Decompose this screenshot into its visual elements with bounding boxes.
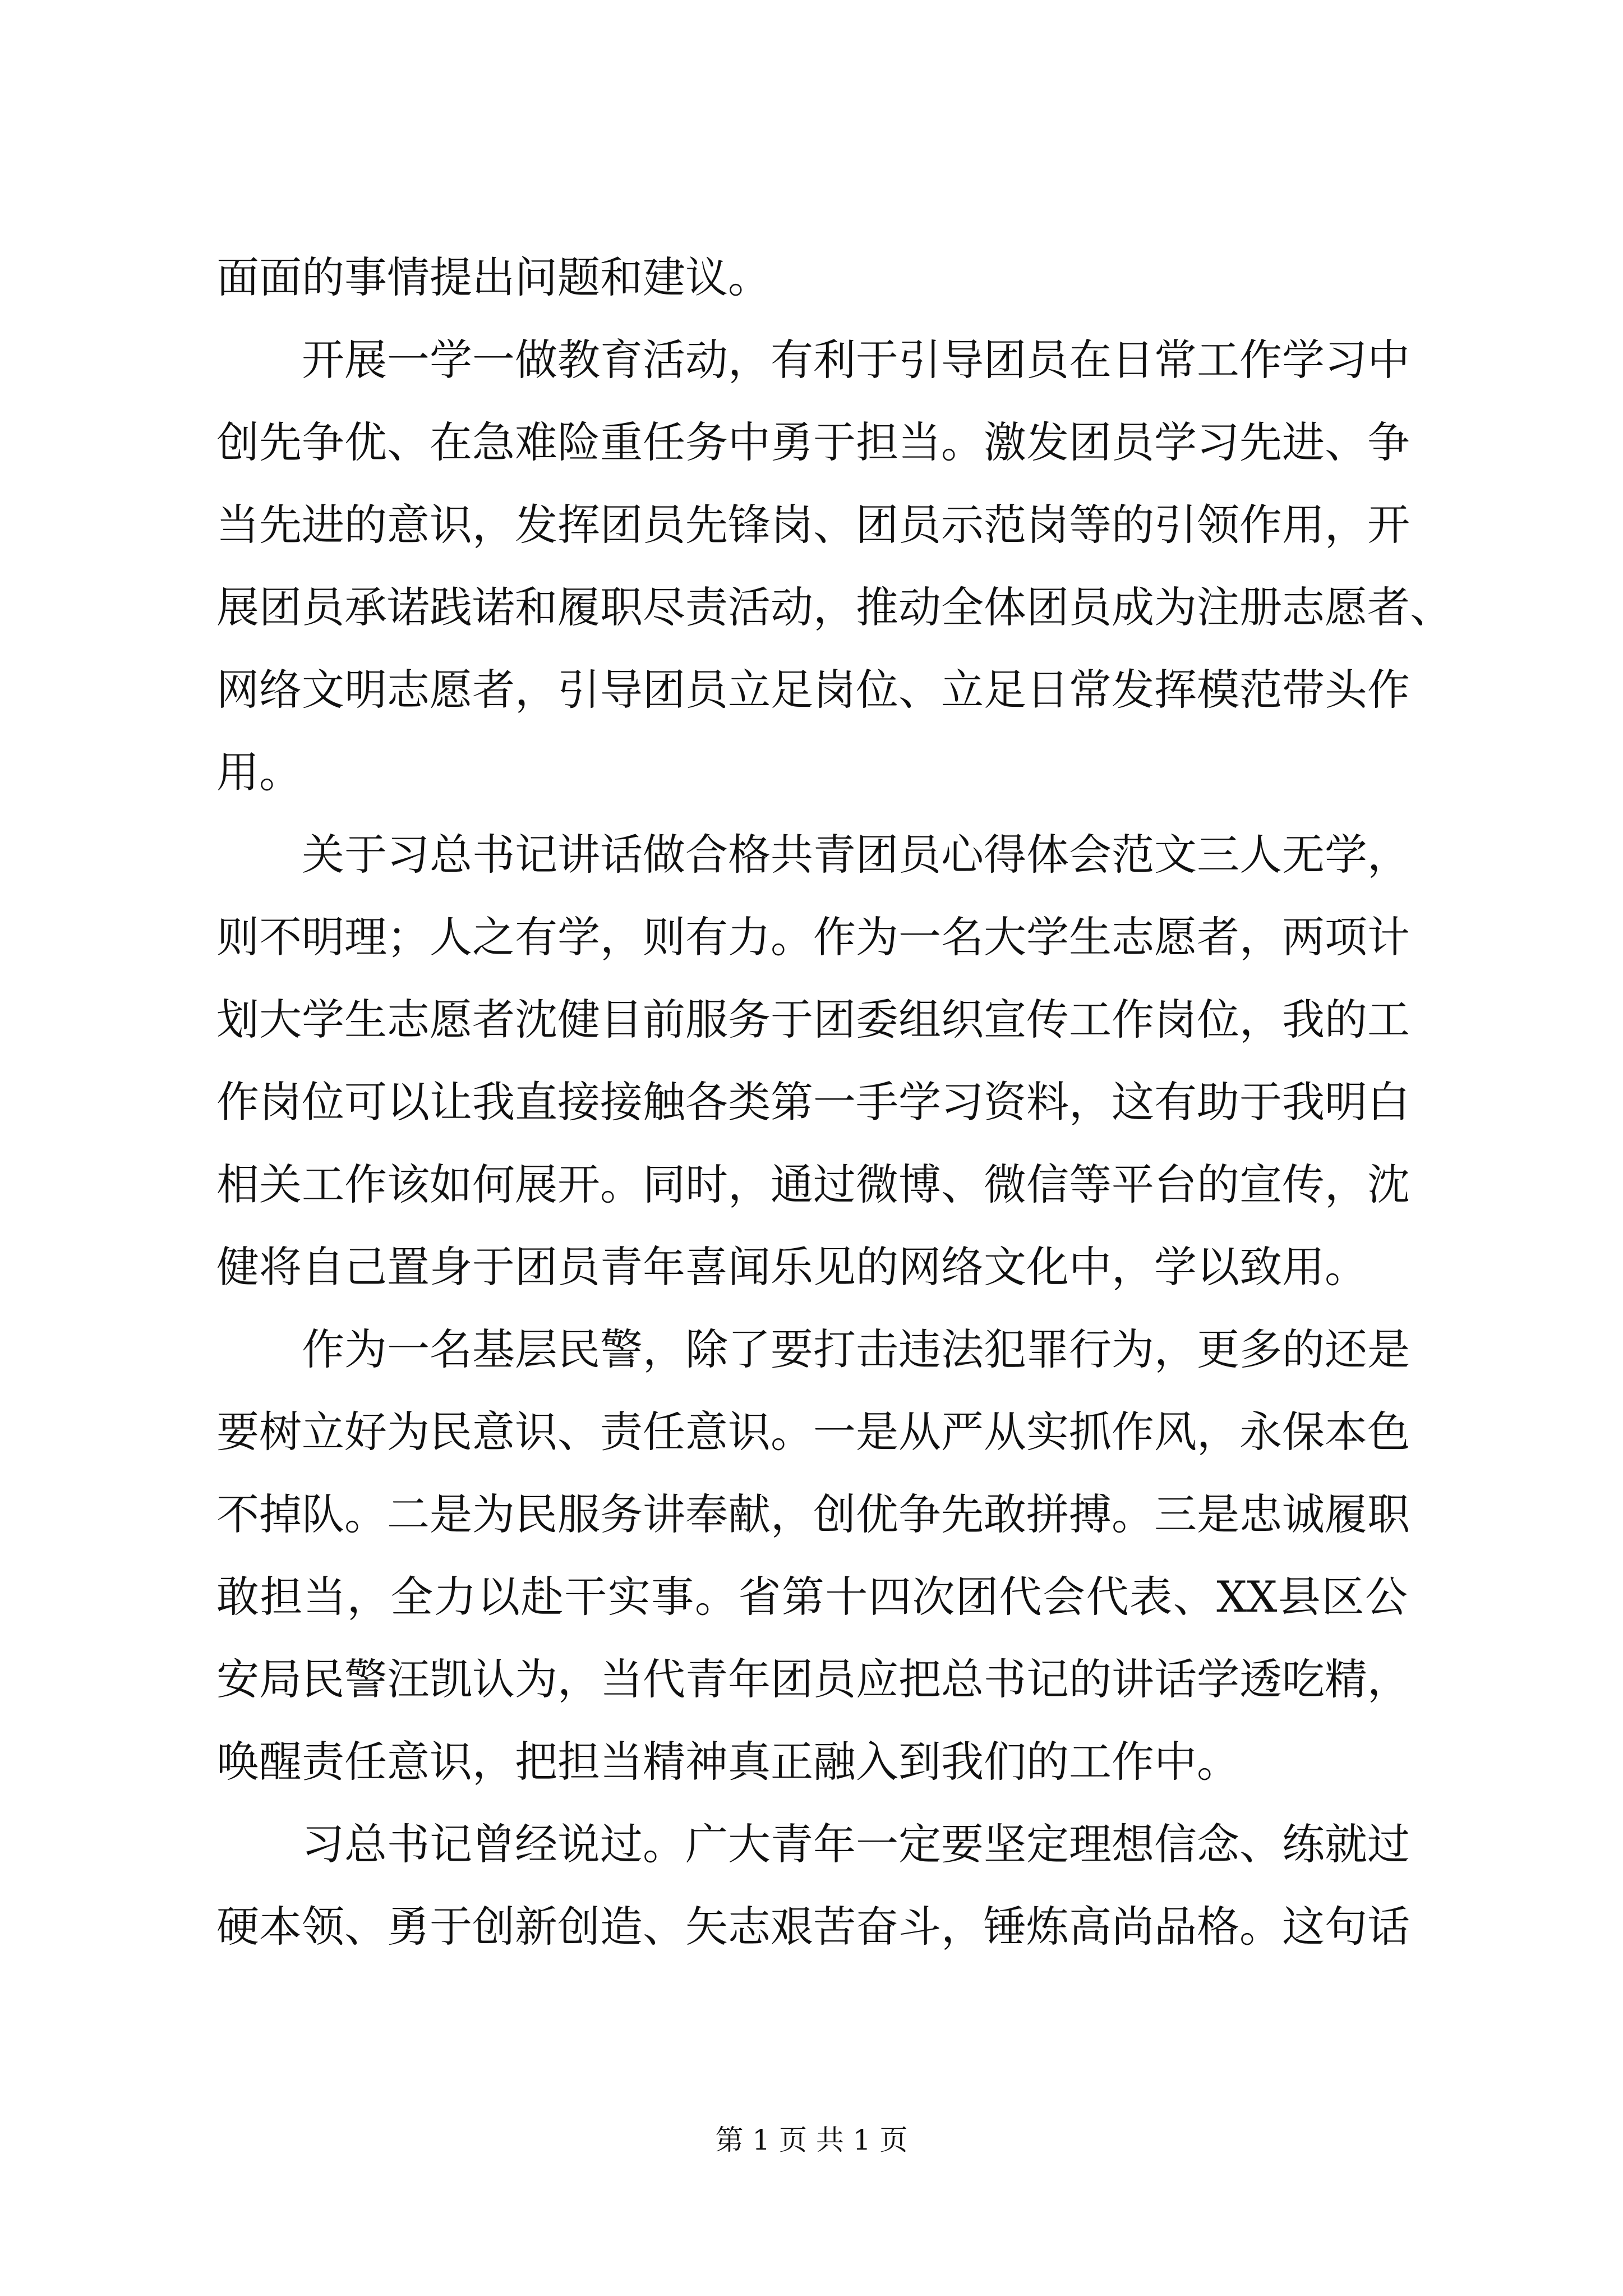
page-number-label: 第 1 页 共 1 页	[715, 2124, 908, 2156]
paragraph-3-line-4: 作岗位可以让我直接接触各类第一手学习资料，这有助于我明白	[216, 1077, 1410, 1127]
paragraph-4-line-6: 唤醒责任意识，把担当精神真正融入到我们的工作中。	[216, 1737, 1239, 1787]
page-footer	[0, 2120, 1623, 2160]
paragraph-1-line-1: 面面的事情提出问题和建议。	[216, 252, 771, 302]
paragraph-5-line-2: 硬本领、勇于创新创造、矢志艰苦奋斗，锤炼高尚品格。这句话	[216, 1902, 1410, 1952]
paragraph-2-line-2: 创先争优、在急难险重任务中勇于担当。激发团员学习先进、争	[216, 417, 1410, 467]
paragraph-4-line-5: 安局民警汪凯认为，当代青年团员应把总书记的讲话学透吃精，	[216, 1654, 1410, 1704]
paragraph-3-line-3: 划大学生志愿者沈健目前服务于团委组织宣传工作岗位，我的工	[216, 995, 1410, 1045]
paragraph-3-line-2: 则不明理；人之有学，则有力。作为一名大学生志愿者，两项计	[216, 912, 1410, 962]
paragraph-3-line-6: 健将自己置身于团员青年喜闻乐见的网络文化中，学以致用。	[216, 1242, 1367, 1292]
paragraph-4-line-1: 作为一名基层民警，除了要打击违法犯罪行为，更多的还是	[302, 1324, 1410, 1374]
paragraph-4-line-3: 不掉队。二是为民服务讲奉献，创优争先敢拼搏。三是忠诚履职	[216, 1489, 1410, 1539]
paragraph-2-line-1: 开展一学一做教育活动，有利于引导团员在日常工作学习中	[302, 335, 1410, 385]
paragraph-3-line-5: 相关工作该如何展开。同时，通过微博、微信等平台的宣传，沈	[216, 1159, 1410, 1209]
paragraph-4-line-2: 要树立好为民意识、责任意识。一是从严从实抓作风，永保本色	[216, 1407, 1410, 1457]
paragraph-2-line-3: 当先进的意识，发挥团员先锋岗、团员示范岗等的引领作用，开	[216, 500, 1410, 550]
paragraph-5-line-1: 习总书记曾经说过。广大青年一定要坚定理想信念、练就过	[302, 1819, 1410, 1869]
paragraph-3-line-1: 关于习总书记讲话做合格共青团员心得体会范文三人无学，	[302, 830, 1410, 880]
paragraph-2-line-6: 用。	[216, 747, 302, 797]
paragraph-2-line-5: 网络文明志愿者，引导团员立足岗位、立足日常发挥模范带头作	[216, 665, 1410, 715]
paragraph-2-line-4: 展团员承诺践诺和履职尽责活动，推动全体团员成为注册志愿者、	[216, 582, 1453, 632]
paragraph-4-line-4: 敢担当，全力以赴干实事。省第十四次团代会代表、XX县区公	[216, 1572, 1408, 1622]
